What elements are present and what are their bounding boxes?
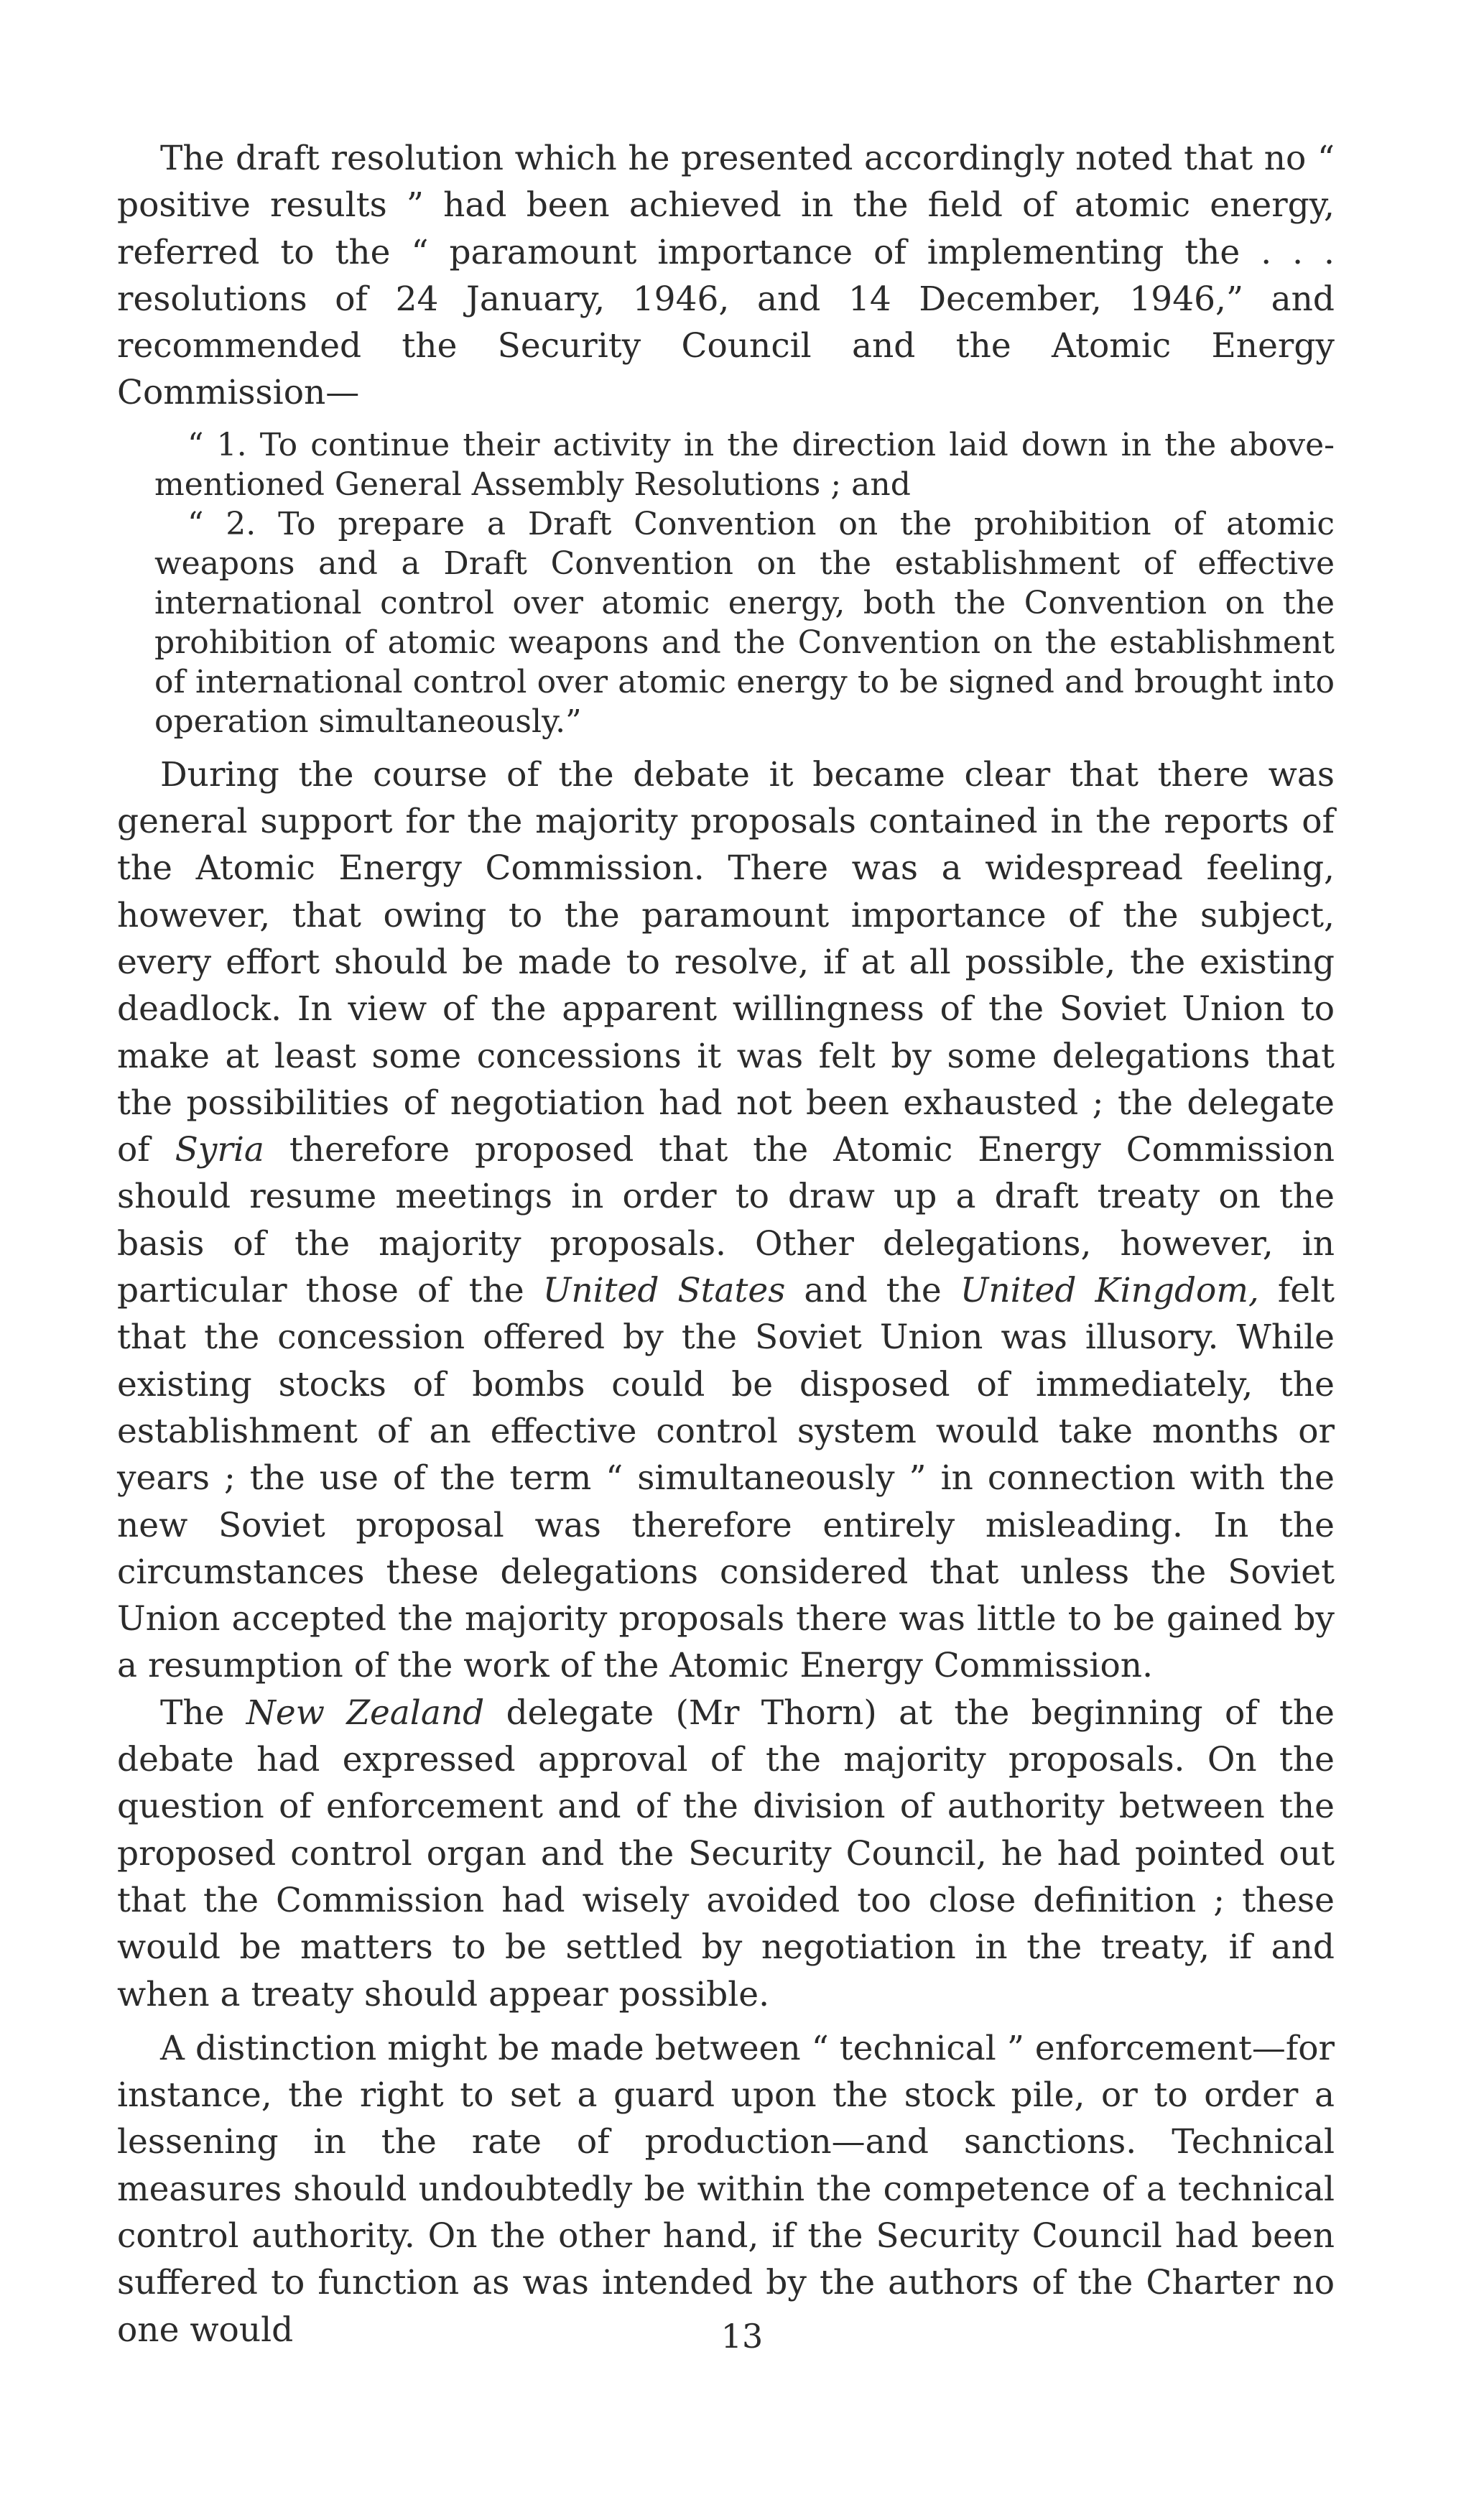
nz-text-the: The <box>160 1693 225 1733</box>
quote-item-1: “ 1. To continue their activity in the direction laid down in the above-mentioned General Assembly Resolutions ; and <box>154 426 1335 503</box>
country-united-states: United States <box>542 1271 786 1311</box>
paragraph-distinction: A distinction might be made between “ technical ” enforcement—for instance, the right to set a guard upon the stock pile, or to order a lessening in the rate of production—and sanctions. Technical measures should undoubtedly be within the competence of a technical control authority. On the other hand, if the Security Council had been suffered to function as was intended by the authors of the Charter no one would <box>117 2028 1335 2350</box>
page-number: 13 <box>720 2317 764 2356</box>
paragraph-debate <box>117 751 1335 1690</box>
nz-text-rest: delegate (Mr Thorn) at the beginning of the debate had expressed approval of the majority proposals. On the question of enforcement and of the division of authority between the proposed control organ and the Security Council, he had pointed out that the Commission had wisely avoided too close definition ; these would be matters to be settled by negotiation in the treaty, if and when a treaty should appear possible. <box>117 1693 1335 2014</box>
country-syria: Syria <box>175 1130 264 1170</box>
country-united-kingdom: United Kingdom, <box>960 1271 1259 1311</box>
debate-text-3: felt that the concession offered by the Soviet Union was illusory. While existing stocks of bombs could be disposed of immediately, the establishment of an effective control system would take months or years ; the use of the term “ simultaneously ” in connection with the new Soviet proposal was therefore entirely misleading. In the circumstances these delegations considered that unless the Soviet Union accepted the majority proposals there was little to be gained by a resumption of the work of the Atomic Energy Commission. <box>117 1271 1335 1686</box>
debate-text-and: and the <box>804 1271 942 1311</box>
document-page <box>117 135 1335 2353</box>
paragraph-new-zealand <box>117 1690 1335 2018</box>
country-new-zealand: New Zealand <box>246 1693 485 1733</box>
quote-item-2: “ 2. To prepare a Draft Convention on the prohibition of atomic weapons and a Draft Convention on the establishment of effective international control over atomic energy, both the Convention on the prohibition of atomic weapons and the Convention on the establishment of international control over atomic energy to be signed and brought into operation simultaneously.” <box>154 505 1335 740</box>
paragraph-intro: The draft resolution which he presented accordingly noted that no “ positive results ” had been achieved in the field of atomic energy, referred to the “ paramount importance of implementing the . . . resolutions of 24 January, 1946, and 14 December, 1946,” and recommended the Security Council and the Atomic Energy Commission— <box>117 139 1335 413</box>
debate-text-2: therefore proposed that the Atomic Energy Commission should resume meetings in order to draw up a draft treaty on the basis of the majority proposals. Other delegations, however, in particular those of the <box>117 1130 1335 1311</box>
debate-text-1: During the course of the debate it became clear that there was general support for the majority proposals contained in the reports of the Atomic Energy Commission. There was a widespread feeling, however, that owing to the paramount importance of the subject, every effort should be made to resolve, if at all possible, the existing deadlock. In view of the apparent willingness of the Soviet Union to make at least some concessions it was felt by some delegations that the possibilities of negotiation had not been exhausted ; the delegate of <box>117 754 1335 1170</box>
quoted-resolution <box>117 425 1335 741</box>
